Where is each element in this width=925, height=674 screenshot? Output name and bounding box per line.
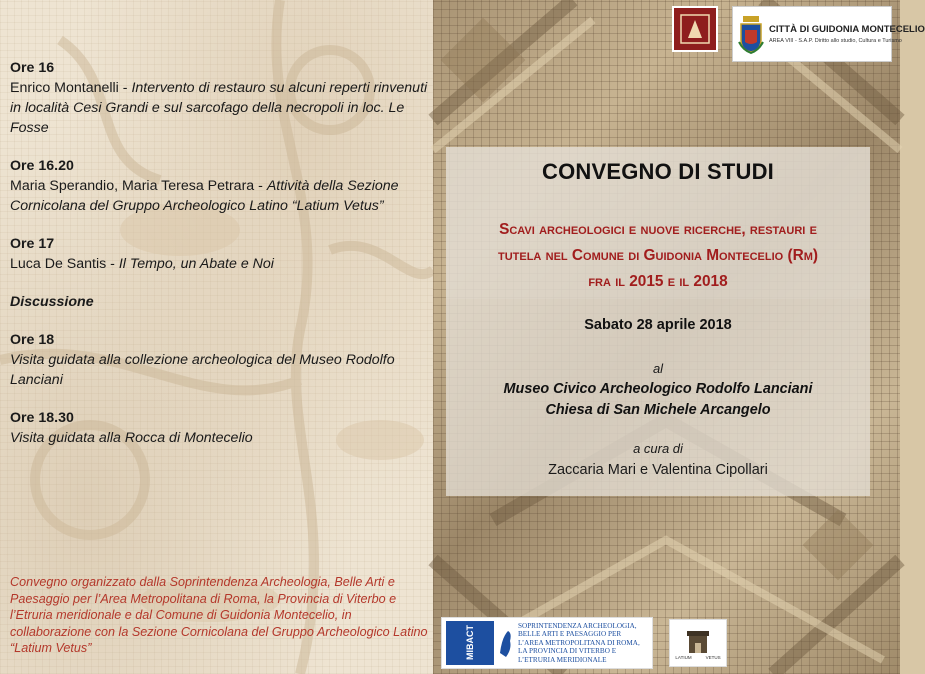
museum-logo bbox=[672, 6, 718, 52]
soprintendenza-logo bbox=[441, 617, 653, 669]
latium-vetus-left-label: LATIUM bbox=[675, 654, 692, 660]
venue-church: Chiesa di San Michele Arcangelo bbox=[545, 402, 771, 418]
schedule-speaker: Maria Sperandio, Maria Teresa Petrara bbox=[10, 178, 255, 194]
schedule-activity: Visita guidata alla collezione archeologica del Museo Rodolfo Lanciani bbox=[10, 352, 395, 388]
event-heading: CONVEGNO DI STUDI bbox=[542, 159, 774, 184]
schedule-talk-title: Intervento di restauro su alcuni reperti rinvenuti in località Cesi Grandi e sul sarcofago della necropoli in loc. Le Fosse bbox=[10, 80, 428, 136]
event-date: Sabato 28 aprile 2018 bbox=[584, 317, 732, 333]
title-box bbox=[446, 147, 870, 299]
venue-label: al bbox=[652, 361, 664, 376]
schedule-talk-title: Il Tempo, un Abate e Noi bbox=[118, 256, 274, 272]
bottom-logos bbox=[441, 617, 727, 669]
schedule-time: Ore 16.20 bbox=[10, 158, 74, 174]
soprintendenza-name: SOPRINTENDENZA ARCHEOLOGIA, BELLE ARTI E PAESAGGIO PER L’AREA METROPOLITANA DI ROMA, LA PROVINCIA DI VITERBO E L’ETRURIA MERIDIONALE bbox=[518, 621, 640, 664]
event-panel bbox=[433, 0, 925, 674]
schedule-time: Ore 16 bbox=[10, 60, 55, 76]
venue-museum: Museo Civico Archeologico Rodolfo Lanciani bbox=[503, 381, 813, 397]
crest-icon bbox=[737, 11, 765, 57]
event-subtitle-line: tutela nel Comune di Guidonia Montecelio (Rm) bbox=[497, 247, 819, 264]
curators: Zaccaria Mari e Valentina Cipollari bbox=[548, 462, 768, 478]
comune-logo bbox=[732, 6, 925, 62]
comune-department: AREA VIII - S.A.P. Diritto allo studio, Cultura e Turismo bbox=[769, 38, 902, 44]
schedule-item bbox=[10, 330, 428, 390]
mibac-logo: MIBACT bbox=[446, 621, 494, 665]
schedule-item: Ore 17 Luca De Santis - Il Tempo, un Abate e Noi bbox=[10, 234, 428, 274]
schedule-time: Ore 18.30 bbox=[10, 410, 74, 426]
schedule-discussion: Discussione bbox=[10, 294, 94, 310]
schedule-item: Ore 16 Enrico Montanelli - Intervento di restauro su alcuni reperti rinvenuti in località Cesi Grandi e sul sarcofago della necropoli in loc. Le Fosse bbox=[10, 60, 428, 136]
schedule-time: Ore 17 bbox=[10, 236, 55, 252]
schedule-speaker: Enrico Montanelli bbox=[10, 80, 119, 96]
tower-icon bbox=[683, 627, 713, 655]
event-subtitle-line: Scavi archeologici e nuove ricerche, restauri e bbox=[499, 221, 817, 238]
schedule-time: Ore 18 bbox=[10, 332, 55, 348]
program-schedule bbox=[10, 58, 428, 466]
program-panel bbox=[0, 0, 433, 674]
comune-name: CITTÀ DI GUIDONIA MONTECELIO bbox=[769, 24, 925, 35]
schedule-speaker: Luca De Santis bbox=[10, 256, 107, 272]
event-subtitle-line: fra il 2015 e il 2018 bbox=[588, 273, 728, 290]
latium-vetus-right-label: VETUS bbox=[705, 654, 721, 660]
schedule-activity: Visita guidata alla Rocca di Montecelio bbox=[10, 430, 253, 446]
latium-vetus-logo bbox=[669, 619, 727, 667]
schedule-talk-title: Attività della Sezione Cornicolana del Gruppo Archeologico Latino “Latium Vetus” bbox=[10, 178, 399, 214]
event-subtitle bbox=[454, 217, 862, 295]
schedule-item: Ore 16.20 Maria Sperandio, Maria Teresa Petrara - Attività della Sezione Cornicolana del Gruppo Archeologico Latino “Latium Vetus” bbox=[10, 156, 428, 216]
museum-emblem-icon bbox=[678, 12, 712, 46]
event-details-box bbox=[446, 299, 870, 496]
schedule-item bbox=[10, 408, 428, 448]
wolf-emblem-icon bbox=[498, 623, 514, 663]
top-logos bbox=[672, 6, 925, 62]
organizer-note: Convegno organizzato dalla Soprintendenza Archeologia, Belle Arti e Paesaggio per l’Area Metropolitana di Roma, la Provincia di Viterbo e l’Etruria meridionale e dal Comune di Guidonia Montecelio, in collaborazione con la Sezione Cornicolana del Gruppo Archeologico Latino “Latium Vetus” bbox=[10, 575, 428, 655]
curated-by-label: a cura di bbox=[633, 441, 683, 456]
